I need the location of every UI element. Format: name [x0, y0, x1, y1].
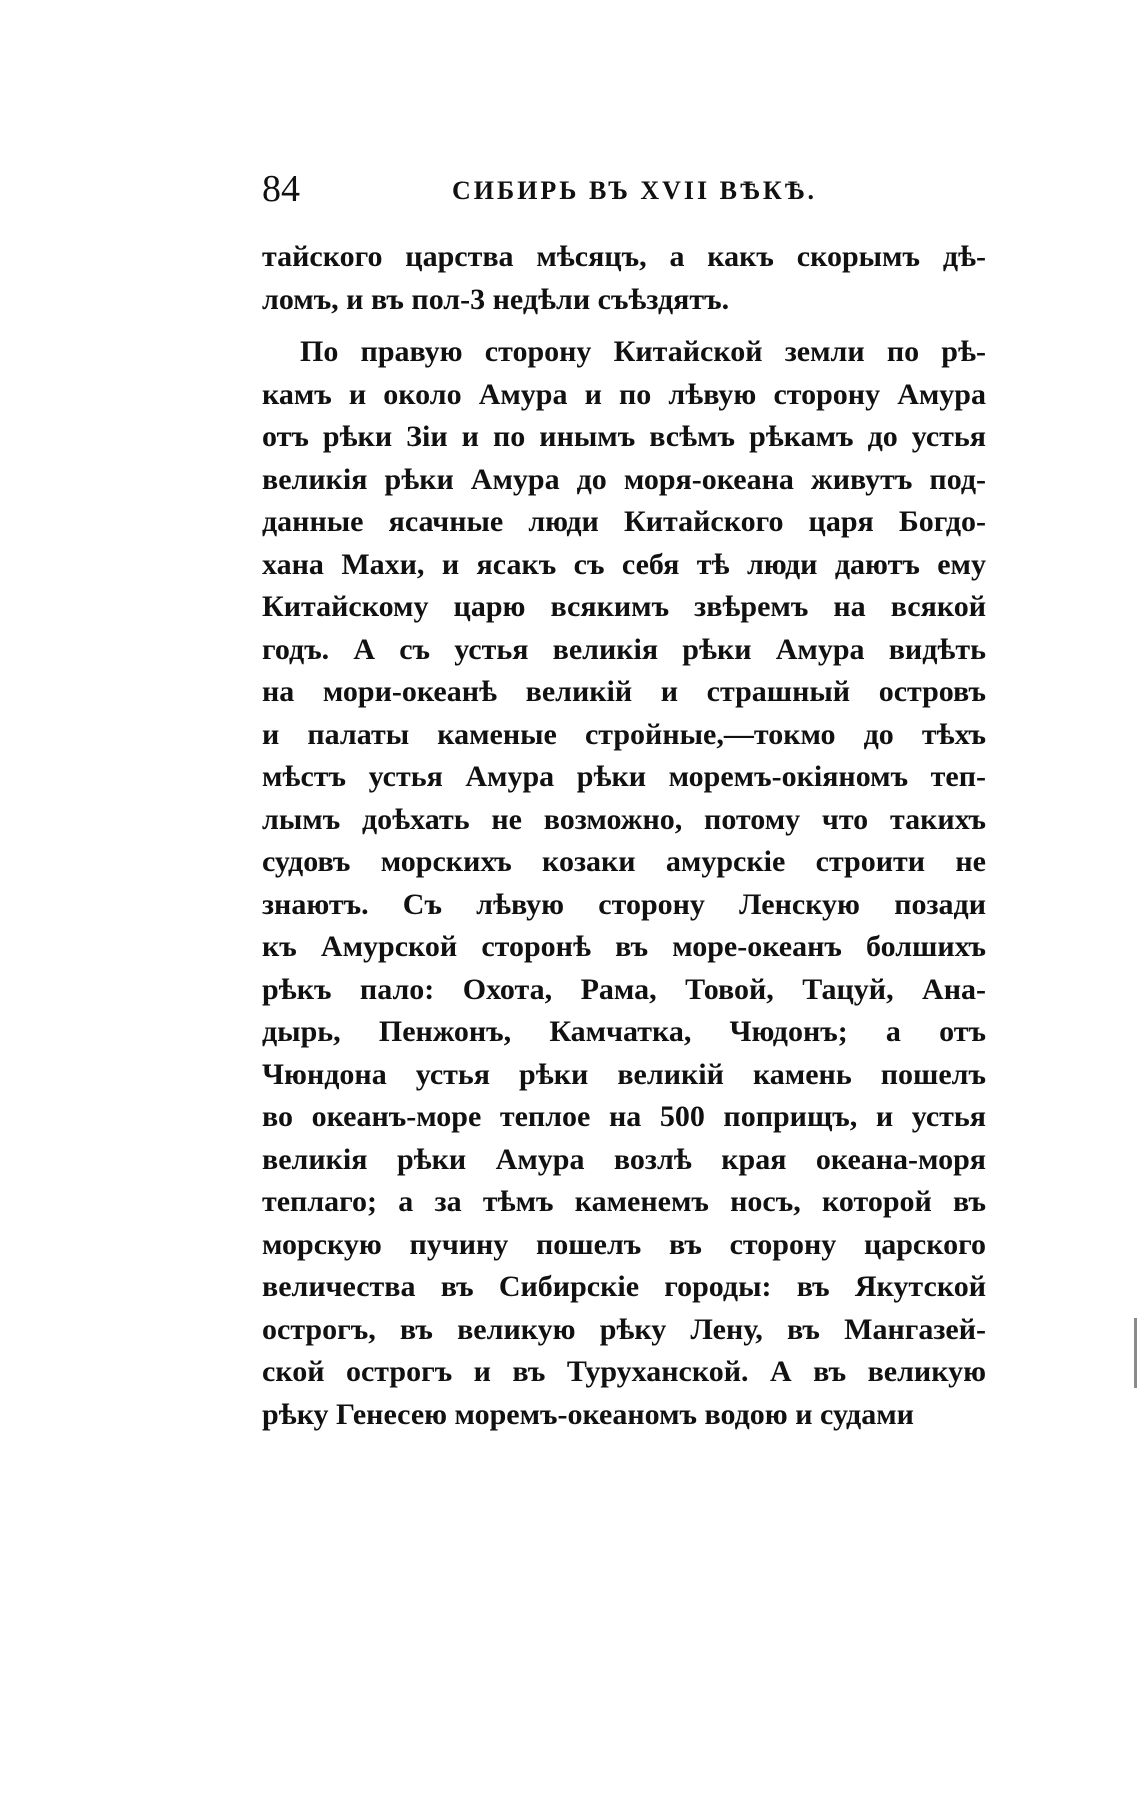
text-line: великія рѣки Амура до моря-океана живутъ под-: [262, 462, 986, 496]
text-line: на мори-океанѣ великій и страшный островъ: [262, 675, 986, 708]
text-line: отъ рѣки Зіи и по инымъ всѣмъ рѣкамъ до устья: [262, 420, 986, 453]
text-line: ломъ, и въ пол-3 недѣли съѣздятъ.: [262, 282, 730, 316]
text-line: тайского царства мѣсяцъ, а какъ скорымъ дѣ-: [262, 240, 986, 273]
text-line: къ Амурской сторонѣ въ море-океанъ болшихъ: [262, 930, 986, 963]
text-line: морскую пучину пошелъ въ сторону царского: [262, 1227, 986, 1261]
text-line: Китайскому царю всякимъ звѣремъ на всякой: [262, 590, 986, 623]
page-number: 84: [262, 168, 300, 210]
paragraph-gap: [262, 321, 986, 331]
text-line: рѣкъ пало: Охота, Рама, Товой, Тацуй, Ана-: [262, 972, 986, 1006]
text-line: во океанъ-море теплое на 500 поприщъ, и устья: [262, 1100, 986, 1133]
scan-edge-mark: [1134, 1318, 1137, 1388]
text-line: лымъ доѣхать не возможно, потому что такихъ: [262, 802, 986, 836]
text-line: судовъ морскихъ козаки амурскіе строити не: [262, 845, 986, 878]
text-line: годъ. А съ устья великія рѣки Амура видѣть: [262, 632, 986, 666]
text-line: великія рѣки Амура возлѣ края океана-моря: [262, 1142, 986, 1176]
text-line: Чюндона устья рѣки великій камень пошелъ: [262, 1057, 986, 1091]
text-line: мѣстъ устья Амура рѣки моремъ-окіяномъ теп-: [262, 760, 986, 793]
text-line: знаютъ. Съ лѣвую сторону Ленскую позади: [262, 887, 986, 921]
running-head: [262, 164, 986, 220]
text-line: величества въ Сибирскіе городы: въ Якутской: [262, 1270, 986, 1303]
text-line: дырь, Пенжонъ, Камчатка, Чюдонъ; а отъ: [262, 1015, 986, 1048]
paragraph-2: [262, 331, 986, 1436]
text-line: ской острогъ и въ Туруханской. А въ великую: [262, 1355, 986, 1388]
text-line: острогъ, въ великую рѣку Лену, въ Мангазей-: [262, 1312, 986, 1346]
text-line: камъ и около Амура и по лѣвую сторону Амура: [262, 377, 986, 411]
body-text: [262, 236, 986, 1436]
text-line: По правую сторону Китайской земли по рѣ-: [300, 335, 986, 368]
text-line: данные ясачные люди Китайского царя Богдо-: [262, 505, 986, 538]
text-line: хана Махи, и ясакъ съ себя тѣ люди даютъ ему: [262, 547, 986, 581]
running-title: СИБИРЬ ВЪ XVII ВѢКѢ.: [452, 176, 818, 205]
paragraph-1: [262, 236, 986, 321]
text-line: и палаты каменые стройные,—токмо до тѣхъ: [262, 717, 986, 751]
text-line: теплаго; а за тѣмъ каменемъ носъ, которой въ: [262, 1185, 986, 1218]
text-line: рѣку Генесею моремъ-океаномъ водою и судами: [262, 1397, 914, 1431]
